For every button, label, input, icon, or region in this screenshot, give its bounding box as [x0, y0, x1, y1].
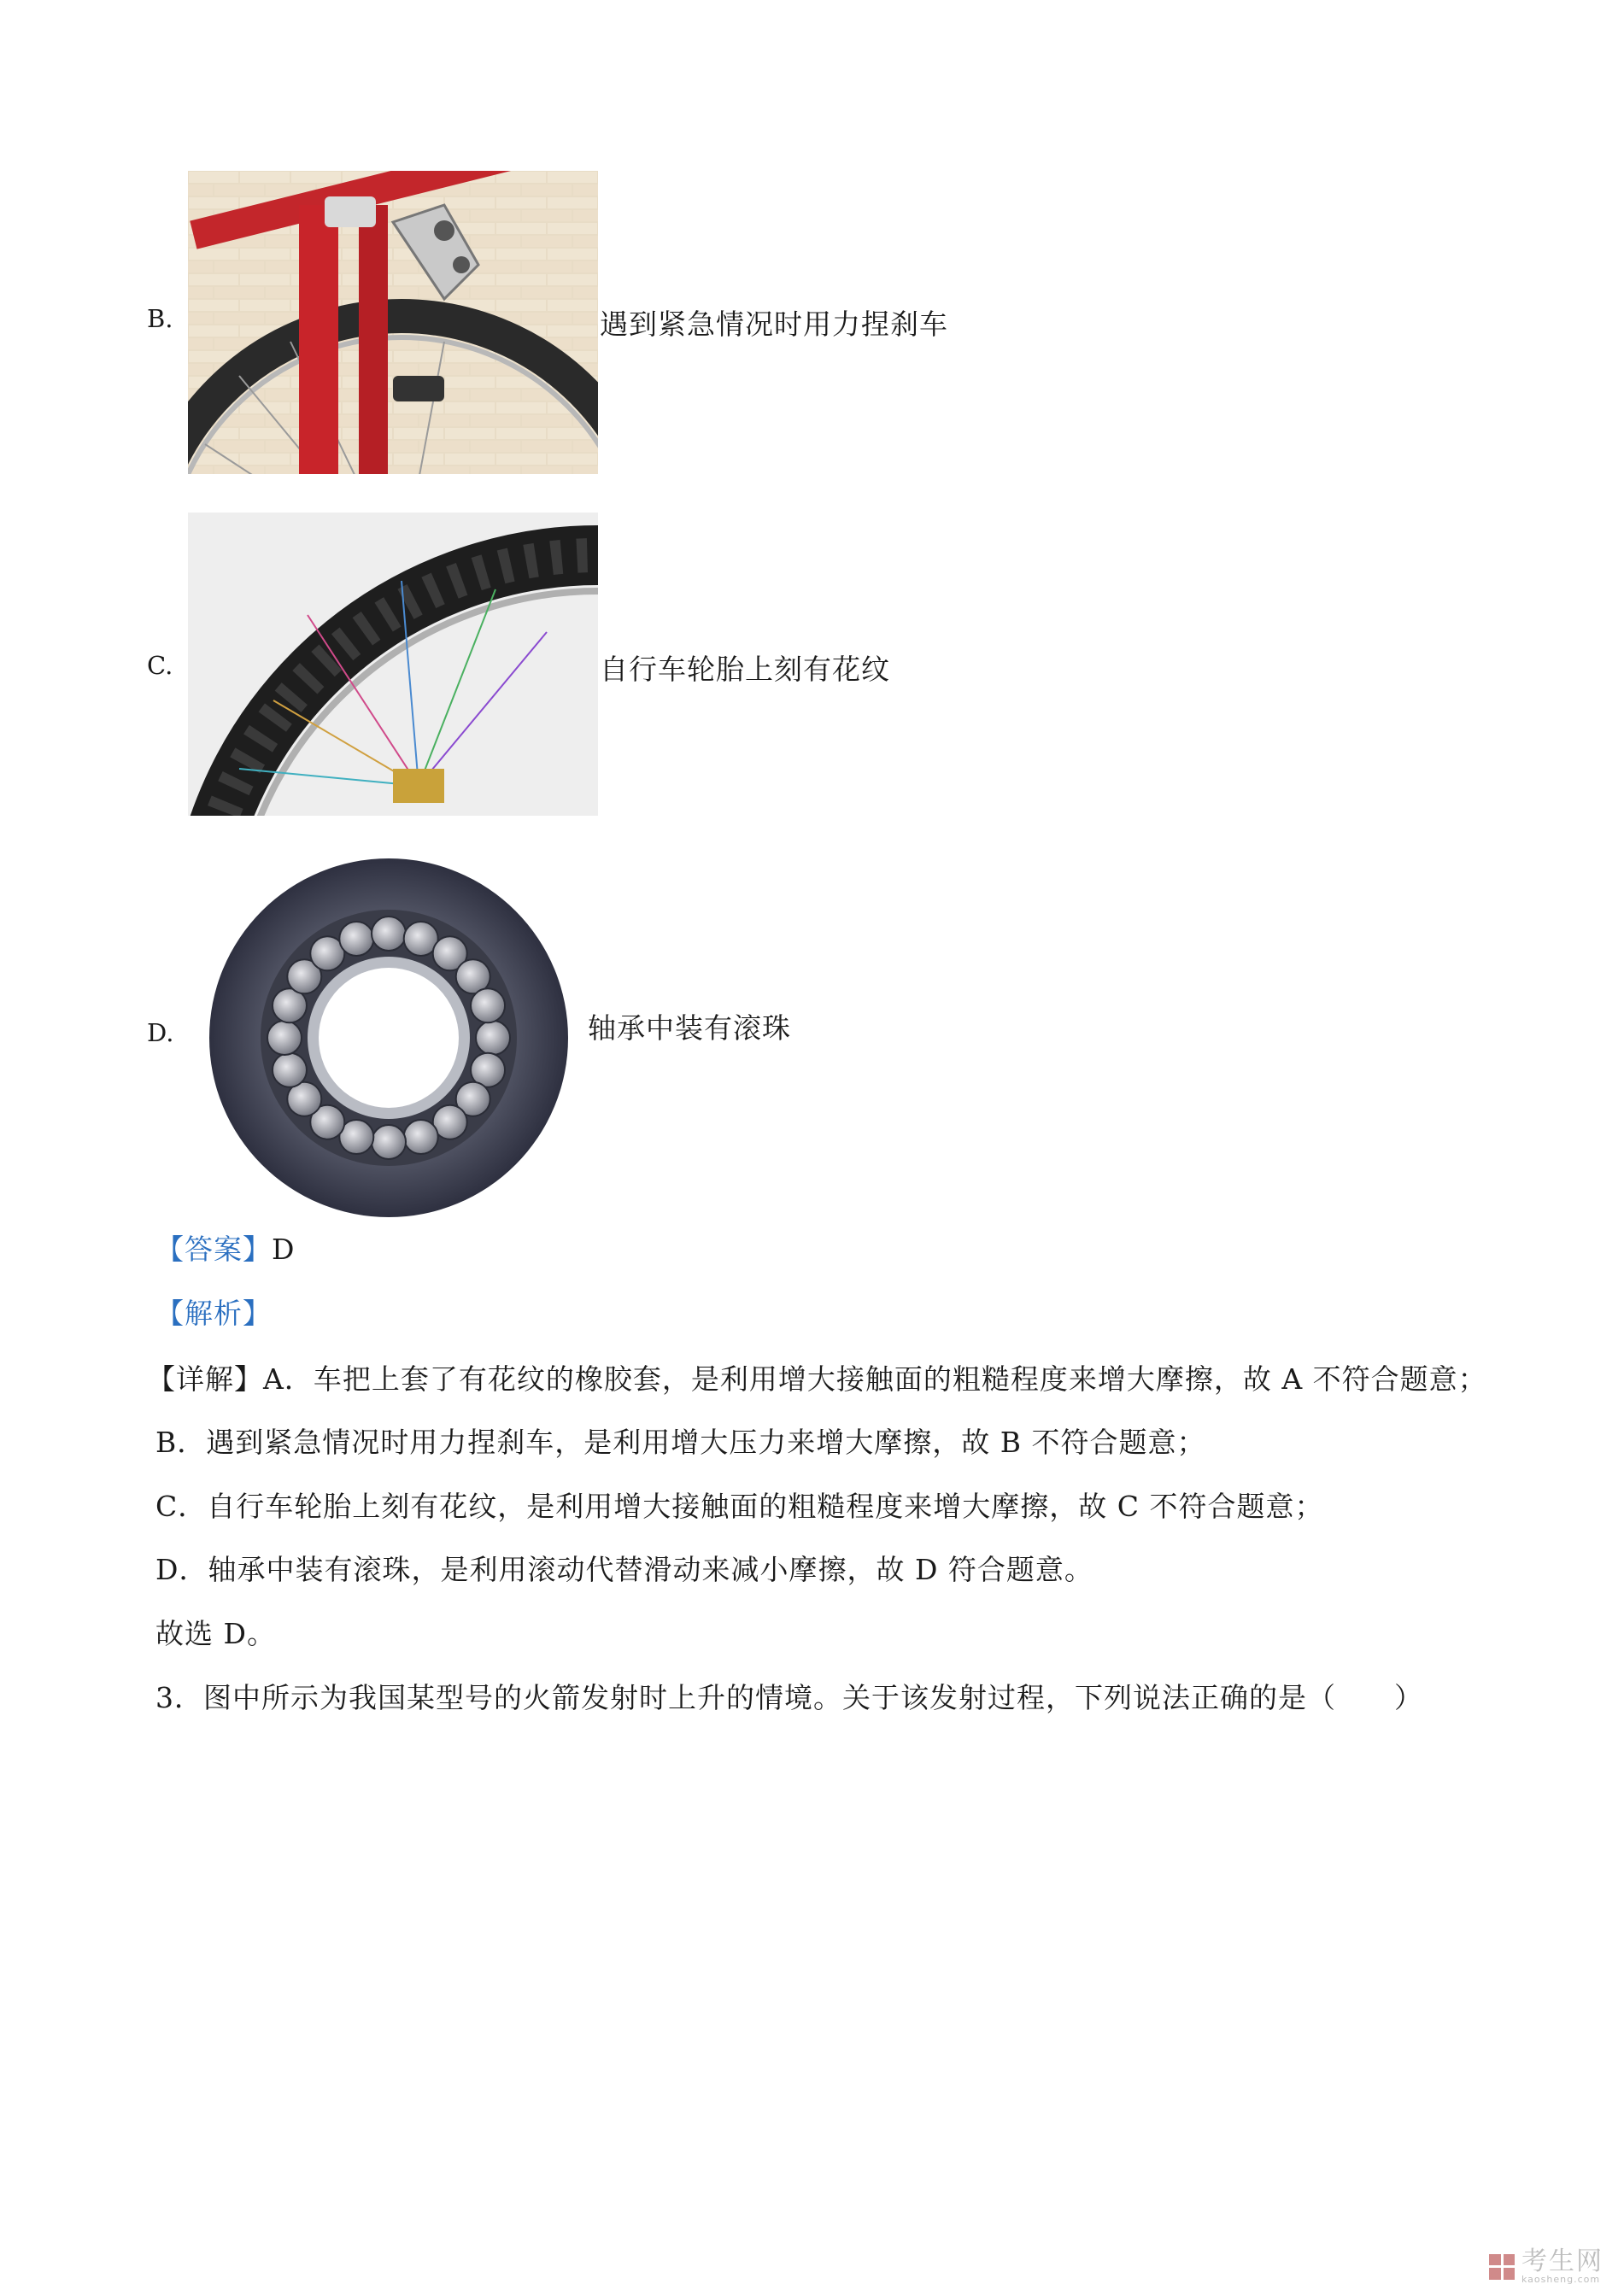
watermark-cn: 考生网: [1521, 2246, 1603, 2276]
detail-line-b: B．遇到紧急情况时用力捏刹车，是利用增大压力来增大摩擦，故 B 不符合题意；: [155, 1426, 1206, 1459]
bicycle-tire-photo: [188, 512, 598, 816]
analysis-tag: 【解析】: [155, 1297, 272, 1330]
bearing-ball: [372, 1125, 406, 1159]
detail-line-a: [147, 1357, 1487, 1397]
option-b-letter: B.: [147, 304, 173, 333]
bearing-ball: [404, 1120, 438, 1154]
watermark-logo-icon: [1489, 2254, 1515, 2280]
option-c-text: 自行车轮胎上刻有花纹: [600, 653, 890, 686]
option-d-text: 轴承中装有滚珠: [588, 1011, 791, 1045]
answer-line: [155, 1227, 295, 1268]
detail-tag: 【详解】: [147, 1362, 263, 1396]
question-3-stem: 3．图中所示为我国某型号的火箭发射时上升的情境。关于该发射过程，下列说法正确的是（ ）: [155, 1681, 1423, 1714]
option-b-text: 遇到紧急情况时用力捏刹车: [600, 308, 948, 341]
bearing-ball: [476, 1021, 510, 1055]
answer-value: D: [272, 1233, 296, 1266]
watermark-en: kaosheng.com: [1521, 2274, 1601, 2285]
analysis-line: [155, 1292, 272, 1332]
bearing-ball: [273, 1053, 307, 1087]
bearing-ball: [339, 922, 373, 956]
bearing-ball: [372, 917, 406, 951]
site-watermark: [1489, 2246, 1603, 2285]
option-d-letter: D.: [147, 1018, 174, 1047]
detail-text-a: A．车把上套了有花纹的橡胶套，是利用增大接触面的粗糙程度来增大摩擦，故 A 不符合题意；: [263, 1362, 1487, 1396]
ball-bearing-photo: [205, 854, 572, 1221]
option-c-letter: C.: [147, 651, 173, 680]
bearing-ball: [471, 988, 505, 1022]
bearing-ball: [267, 1021, 302, 1055]
conclusion-line: 故选 D。: [155, 1617, 276, 1650]
detail-line-c: C．自行车轮胎上刻有花纹，是利用增大接触面的粗糙程度来增大摩擦，故 C 不符合题意；: [155, 1490, 1324, 1523]
answer-tag: 【答案】: [155, 1233, 272, 1266]
bicycle-brake-photo: [188, 171, 598, 474]
detail-line-d: D．轴承中装有滚珠，是利用滚动代替滑动来减小摩擦，故 D 符合题意。: [155, 1553, 1093, 1586]
